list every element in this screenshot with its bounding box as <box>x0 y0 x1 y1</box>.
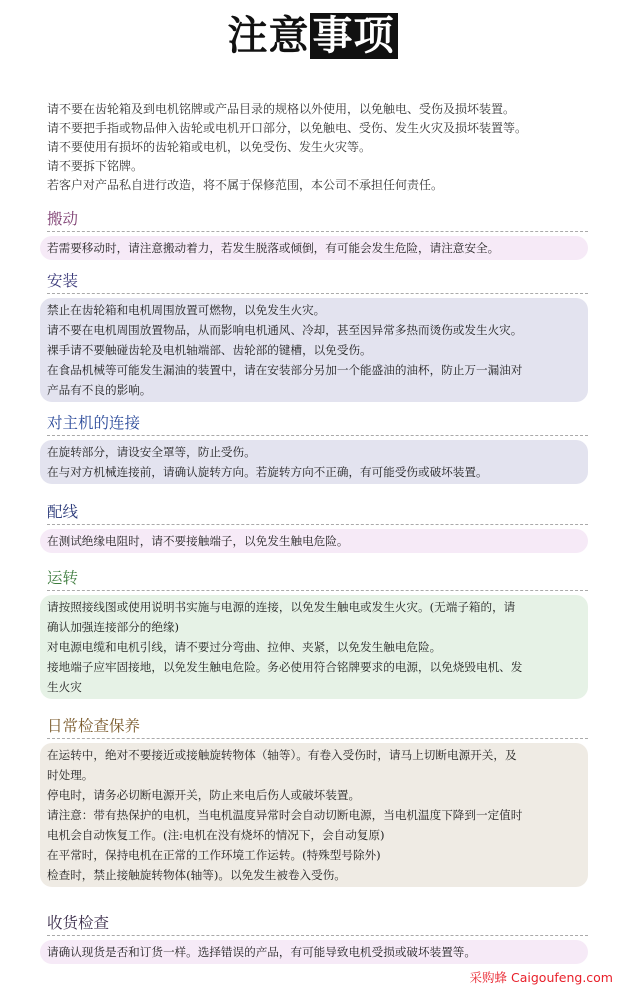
section-installation <box>40 269 588 402</box>
body-line: 请确认现货是否和订货一样。选择错误的产品，有可能导致电机受损或破坏装置等。 <box>47 945 476 959</box>
intro-line: 请不要把手指或物品伸入齿轮或电机开口部分，以免触电、受伤、发生火灾及损坏装置等。 <box>47 121 528 135</box>
body-line: 接地端子应牢固接地，以免发生触电危险。务必使用符合铭牌要求的电源，以免烧毁电机、发 <box>47 660 523 674</box>
title-highlight: 事项 <box>310 13 398 59</box>
body-line: 在运转中，绝对不要接近或接触旋转物体（轴等）。有卷入受伤时，请马上切断电源开关，及 <box>47 748 517 762</box>
body-line: 产品有不良的影响。 <box>47 383 152 397</box>
section-heading: 运转 <box>47 569 79 587</box>
section-divider <box>47 935 588 936</box>
body-line: 禁止在齿轮箱和电机周围放置可燃物，以免发生火灾。 <box>47 303 326 317</box>
body-line: 在测试绝缘电阻时，请不要接触端子，以免发生触电危险。 <box>47 534 349 548</box>
section-daily-maintenance <box>40 714 588 887</box>
body-line: 在平常时，保持电机在正常的工作环境工作运转。(特殊型号除外) <box>47 848 381 862</box>
body-line: 请注意：带有热保护的电机，当电机温度异常时会自动切断电源，当电机温度下降到一定值时 <box>47 808 523 822</box>
section-body <box>40 440 588 484</box>
body-line: 时处理。 <box>47 768 94 782</box>
section-heading: 安装 <box>47 272 79 290</box>
intro-line: 请不要使用有损坏的齿轮箱或电机，以免受伤、发生火灾等。 <box>47 140 372 154</box>
body-line: 确认加强连接部分的绝缘) <box>47 620 180 634</box>
intro-line: 若客户对产品私自进行改造，将不属于保修范围，本公司不承担任何责任。 <box>47 178 444 192</box>
section-divider <box>47 590 588 591</box>
section-divider <box>47 435 588 436</box>
section-divider <box>47 738 588 739</box>
intro-line: 请不要拆下铭牌。 <box>47 159 144 173</box>
section-body <box>40 940 588 964</box>
title-plain: 注意 <box>227 13 310 59</box>
section-body <box>40 743 588 887</box>
page-title <box>0 12 625 60</box>
body-line: 生火灾 <box>47 680 82 694</box>
section-divider <box>47 524 588 525</box>
section-heading: 对主机的连接 <box>47 414 141 432</box>
section-wiring <box>40 500 588 553</box>
section-body <box>40 298 588 402</box>
section-body <box>40 595 588 699</box>
watermark: 采购蜂 Caigoufeng.com <box>469 970 613 985</box>
section-heading: 配线 <box>47 503 79 521</box>
section-moving <box>40 207 588 260</box>
body-line: 在旋转部分，请设安全罩等，防止受伤。 <box>47 445 256 459</box>
section-operation <box>40 566 588 699</box>
body-line: 在食品机械等可能发生漏油的装置中，请在安装部分另加一个能盛油的油杯，防止万一漏油对 <box>47 363 523 377</box>
body-line: 若需要移动时，请注意搬动着力，若发生脱落或倾倒，有可能会发生危险，请注意安全。 <box>47 241 500 255</box>
body-line: 请按照接线图或使用说明书实施与电源的连接，以免发生触电或发生火灾。(无端子箱的，请 <box>47 600 516 614</box>
intro-notes <box>47 100 607 195</box>
section-body <box>40 529 588 553</box>
section-heading: 收货检查 <box>47 914 110 932</box>
body-line: 电机会自动恢复工作。(注:电机在没有烧坏的情况下，会自动复原) <box>47 828 385 842</box>
section-heading: 搬动 <box>47 210 79 228</box>
section-body <box>40 236 588 260</box>
section-divider <box>47 293 588 294</box>
body-line: 在与对方机械连接前，请确认旋转方向。若旋转方向不正确，有可能受伤或破坏装置。 <box>47 465 488 479</box>
section-heading: 日常检查保养 <box>47 717 141 735</box>
section-divider <box>47 231 588 232</box>
section-host-connection <box>40 411 588 484</box>
body-line: 对电源电缆和电机引线，请不要过分弯曲、拉伸、夹紧，以免发生触电危险。 <box>47 640 442 654</box>
intro-line: 请不要在齿轮箱及到电机铭牌或产品目录的规格以外使用，以免触电、受伤及损坏装置。 <box>47 102 516 116</box>
body-line: 停电时，请务必切断电源开关，防止来电后伤人或破坏装置。 <box>47 788 361 802</box>
section-receiving-inspection <box>40 911 588 964</box>
body-line: 请不要在电机周围放置物品，从而影响电机通风、冷却，甚至因异常多热而烫伤或发生火灾。 <box>47 323 523 337</box>
body-line: 裸手请不要触碰齿轮及电机轴端部、齿轮部的键槽，以免受伤。 <box>47 343 372 357</box>
body-line: 检查时，禁止接触旋转物体(轴等)。以免发生被卷入受伤。 <box>47 868 346 882</box>
